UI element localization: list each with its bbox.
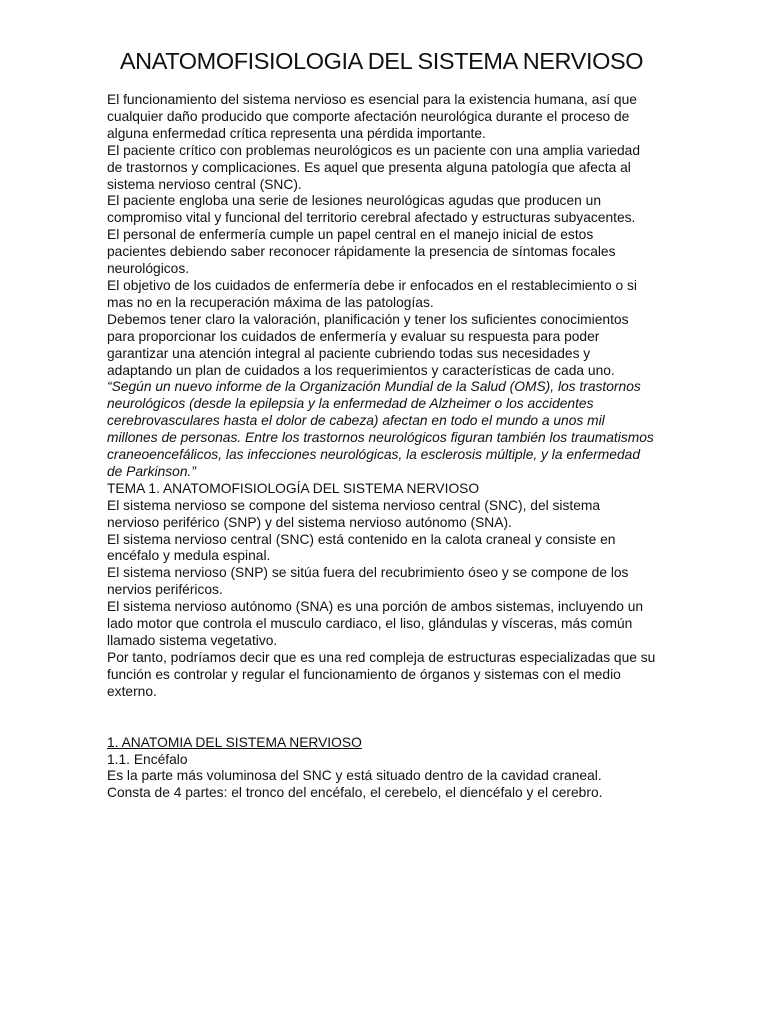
subsection-heading: 1.1. Encéfalo	[107, 751, 188, 767]
tema-paragraph-1: El sistema nervioso se compone del sistema nervioso central (SNC), del sistema nervioso periférico (SNP) y del sistema nervioso autónomo (SNA).	[107, 497, 601, 530]
intro-paragraph-5: El objetivo de los cuidados de enfermería debe ir enfocados en el restablecimiento o si mas no en la recuperación máxima de las patologías.	[107, 277, 637, 310]
tema-paragraph-3: El sistema nervioso (SNP) se sitúa fuera del recubrimiento óseo y se compone de los nervios periféricos.	[107, 565, 629, 598]
section-heading: 1. ANATOMIA DEL SISTEMA NERVIOSO	[107, 734, 362, 750]
tema-paragraph-5: Por tanto, podríamos decir que es una red compleja de estructuras especializadas que su función es controlar y regular el funcionamiento de órganos y sistemas con el medio externo.	[107, 649, 656, 699]
intro-paragraph-2: El paciente crítico con problemas neurológicos es un paciente con una amplia variedad de trastornos y complicaciones. Es aquel que presenta alguna patología que afecta al sistema nervioso central (SNC).	[107, 142, 641, 192]
document-title: ANATOMOFISIOLOGIA DEL SISTEMA NERVIOSO	[119, 48, 644, 74]
subsection-paragraph-2: Consta de 4 partes: el tronco del encéfalo, el cerebelo, el diencéfalo y el cerebro.	[107, 785, 603, 801]
intro-paragraph-3: El paciente engloba una serie de lesiones neurológicas agudas que producen un compromiso vital y funcional del territorio cerebral afectado y estructuras subyacentes.	[107, 193, 636, 226]
intro-paragraph-6: Debemos tener claro la valoración, planificación y tener los suficientes conocimientos para proporcionar los cuidados de enfermería y evaluar su respuesta para poder garantizar una atención integral al paciente cubriendo todas sus necesidades y adaptando un plan de cuidados a los requerimientos y características de cada uno.	[107, 311, 629, 378]
tema-paragraph-2: El sistema nervioso central (SNC) está contenido en la calota craneal y consiste en encéfalo y medula espinal.	[107, 531, 616, 564]
tema-paragraph-4: El sistema nervioso autónomo (SNA) es una porción de ambos sistemas, incluyendo un lado motor que controla el musculo cardiaco, el liso, glándulas y vísceras, más común llamado sistema vegetativo.	[107, 599, 644, 648]
tema-heading: TEMA 1. ANATOMOFISIOLOGÍA DEL SISTEMA NERVIOSO	[107, 480, 480, 496]
intro-paragraph-1: El funcionamiento del sistema nervioso es esencial para la existencia humana, así que cualquier daño producido que comporte afectación neurológica durante el proceso de alguna enfermedad crítica representa una pérdida importante.	[107, 92, 637, 141]
who-quote: “Según un nuevo informe de la Organización Mundial de la Salud (OMS), los trastornos neurológicos (desde la epilepsia y la enfermedad de Alzheimer o los accidentes cerebrovasculares hasta el dolor de cabeza) afectan en todo el mundo a unos mil millones de personas. Entre los trastornos neurológicos figuran también los traumatismos craneoencefálicos, las infecciones neurológicas, la esclerosis múltiple, y la enfermedad de Parkinson.”	[107, 379, 654, 479]
intro-paragraph-4: El personal de enfermería cumple un papel central en el manejo inicial de estos pacientes debiendo saber reconocer rápidamente la presencia de síntomas focales neurológicos.	[107, 227, 616, 277]
subsection-paragraph-1: Es la parte más voluminosa del SNC y está situado dentro de la cavidad craneal.	[107, 768, 602, 784]
section-spacer	[107, 701, 656, 735]
